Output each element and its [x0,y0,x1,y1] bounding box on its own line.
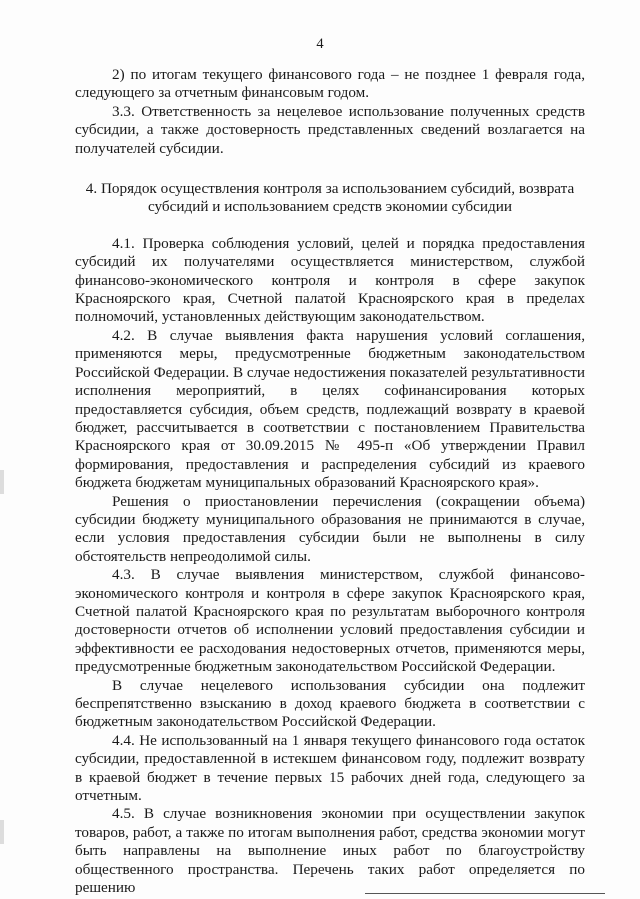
paragraph-3-3: 3.3. Ответственность за нецелевое использование полученных средств субсидии, а также достоверность представленных сведений возлагается на получателей субсидии. [75,102,585,157]
paragraph-4-2-decisions: Решения о приостановлении перечисления (сокращении объема) субсидии бюджету муниципального образования не принимаются в случае, если условия предоставления субсидии были не выполнены в силу обстоятельств непреодолимой силы. [75,492,585,565]
bottom-rule [365,893,605,894]
spacer [75,217,585,235]
scan-edge-mark [0,470,4,494]
scan-edge-mark [0,820,4,844]
section-4-heading [75,180,585,217]
section-4-heading-line-2: субсидий и использованием средств экономии субсидии [147,198,513,216]
spacer [75,158,585,180]
section-4-heading-line-1: 4. Порядок осуществления контроля за использованием субсидий, возврата [85,180,575,198]
paragraph-3-2-item-2: 2) по итогам текущего финансового года – не позднее 1 февраля года, следующего за отчетным финансовым годом. [75,66,585,102]
paragraph-4-3-misuse: В случае нецелевого использования субсидии она подлежит беспрепятственно взысканию в доход краевого бюджета в соответствии с бюджетным законодательством Российской Федерации. [75,676,585,731]
paragraph-4-4: 4.4. Не использованный на 1 января текущего финансового года остаток субсидии, предоставленной в истекшем финансовом году, подлежит возврату в краевой бюджет в течение первых 15 рабочих дней года, следующего за отчетным. [75,731,585,805]
page-number: 4 [316,36,324,52]
document-body [75,66,585,897]
paragraph-4-2: 4.2. В случае выявления факта нарушения условий соглашения, применяются меры, предусмотренные бюджетным законодательством Российской Федерации. В случае недостижения показателей результативности исполнения мероприятий, в целях софинансирования которых предоставляется субсидия, объем средств, подлежащий возврату в краевой бюджет, рассчитывается в соответствии с постановлением Правительства Красноярского края от 30.09.2015 № 495-п «Об утверждении Правил формирования, предоставления и распределения субсидий из краевого бюджета бюджетам муниципальных образований Красноярского края». [75,326,586,492]
paragraph-4-5: 4.5. В случае возникновения экономии при осуществлении закупок товаров, работ, а также по итогам выполнения работ, средства экономии могут быть направлены на выполнение иных работ по благоустройству общественного пространства. Перечень таких работ определяется по решению [75,805,585,897]
paragraph-4-3: 4.3. В случае выявления министерством, службой финансово-экономического контроля и контроля в сфере закупок Красноярского края, Счетной палатой Красноярского края по результатам выборочного контроля достоверности отчетов об исполнении условий предоставления субсидии и эффективности ее расходования недостоверных отчетов, применяются меры, предусмотренные бюджетным законодательством Российской Федерации. [75,566,585,676]
paragraph-4-1: 4.1. Проверка соблюдения условий, целей и порядка предоставления субсидий их получателями осуществляется министерством, службой финансово-экономического контроля и контроля в сфере закупок Красноярского края, Счетной палатой Красноярского края в пределах полномочий, установленных действующим законодательством. [75,234,585,326]
